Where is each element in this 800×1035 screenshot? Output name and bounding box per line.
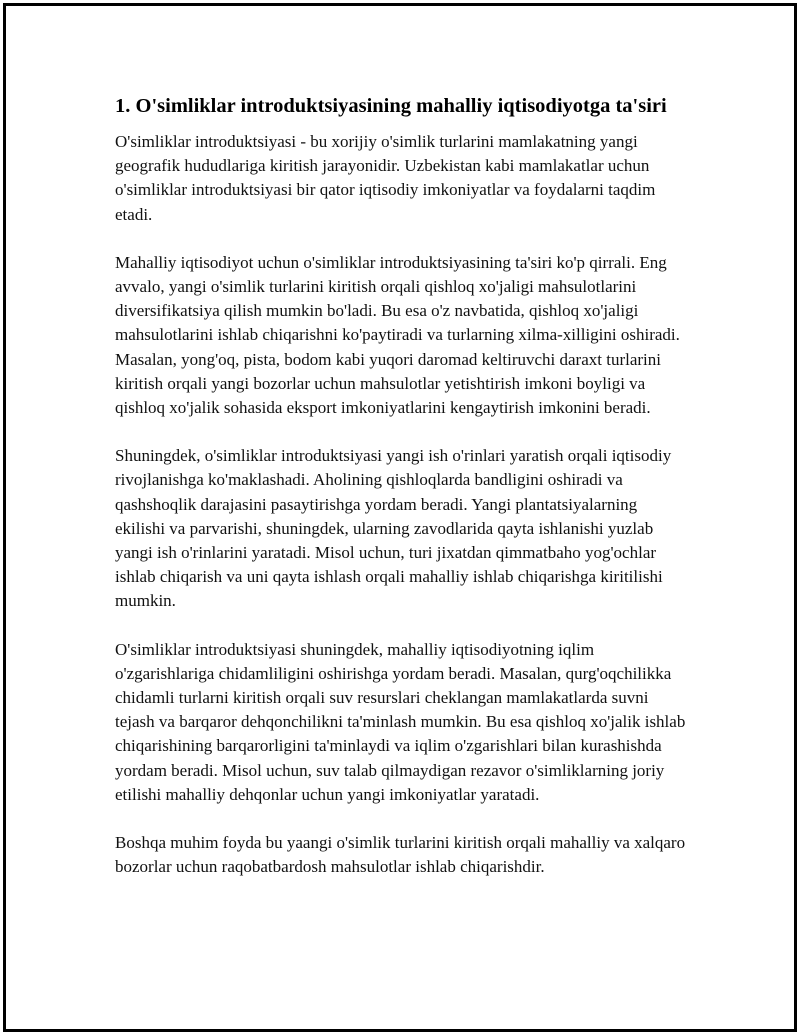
paragraph-employment: Shuningdek, o'simliklar introduktsiyasi yangi ish o'rinlari yaratish orqali iqtisodiy rivojlanishga ko'maklashadi. Aholining qishloqlarda bandligini oshiradi va qashshoqlik darajasini pasaytirishga yordam beradi. Yangi plantatsiyalarning ekilishi va parvarishi, shuningdek, ularning zavodlarida qayta ishlanishi yuzlab yangi ish o'rinlarini yaratadi. Misol uchun, turi jixatdan qimmatbaho yog'ochlar ishlab chiqarish va uni qayta ishlash orqali mahalliy ishlab chiqarishga kiritilishi mumkin.: [115, 446, 672, 611]
paragraph-climate-resilience: O'simliklar introduktsiyasi shuningdek, mahalliy iqtisodiyotning iqlim o'zgarishlariga chidamliligini oshirishga yordam beradi. Masalan, qurg'oqchilikka chidamli turlarni kiritish orqali suv resurslari cheklangan mamlakatlarda suvni tejash va barqaror dehqonchilikni ta'minlash mumkin. Bu esa qishloq xo'jalik ishlab chiqarishining barqarorligini ta'minlaydi va iqlim o'zgarishlari bilan kurashishda yordam beradi. Misol uchun, suv talab qilmaydigan rezavor o'simliklarning joriy etilishi mahalliy dehqonlar uchun yangi imkoniyatlar yaratadi.: [115, 639, 686, 804]
paragraph-introduction: O'simliklar introduktsiyasi - bu xorijiy o'simlik turlarini mamlakatning yangi geografik hududlariga kiritish jarayonidir. Uzbekistan kabi mamlakatlar uchun o'simliklar introduktsiyasi bir qator iqtisodiy imkoniyatlar va foydalarni taqdim etadi.: [115, 132, 656, 224]
paragraph-diversification: Mahalliy iqtisodiyot uchun o'simliklar introduktsiyasining ta'siri ko'p qirrali. Eng avvalo, yangi o'simlik turlarini kiritish orqali qishloq xo'jaligi mahsulotlarini diversifikatsiya qilish mumkin bo'ladi. Bu esa o'z navbatida, qishloq xo'jaligi mahsulotlarini ishlab chiqarishni ko'paytiradi va turlarning xilma-xilligini oshiradi. Masalan, yong'oq, pista, bodom kabi yuqori daromad keltiruvchi daraxt turlarini kiritish orqali yangi bozorlar uchun mahsulotlar yetishtirish imkoni boyligi va qishloq xo'jalik sohasida eksport imkoniyatlarini kengaytirish imkonini beradi.: [115, 252, 680, 418]
document-title: 1. O'simliklar introduktsiyasining mahalliy iqtisodiyotga ta'siri: [115, 95, 667, 117]
document-body: [115, 92, 690, 879]
paragraph-competitiveness: Boshqa muhim foyda bu yaangi o'simlik turlarini kiritish orqali mahalliy va xalqaro bozorlar uchun raqobatbardosh mahsulotlar ishlab chiqarishdir.: [115, 833, 686, 877]
